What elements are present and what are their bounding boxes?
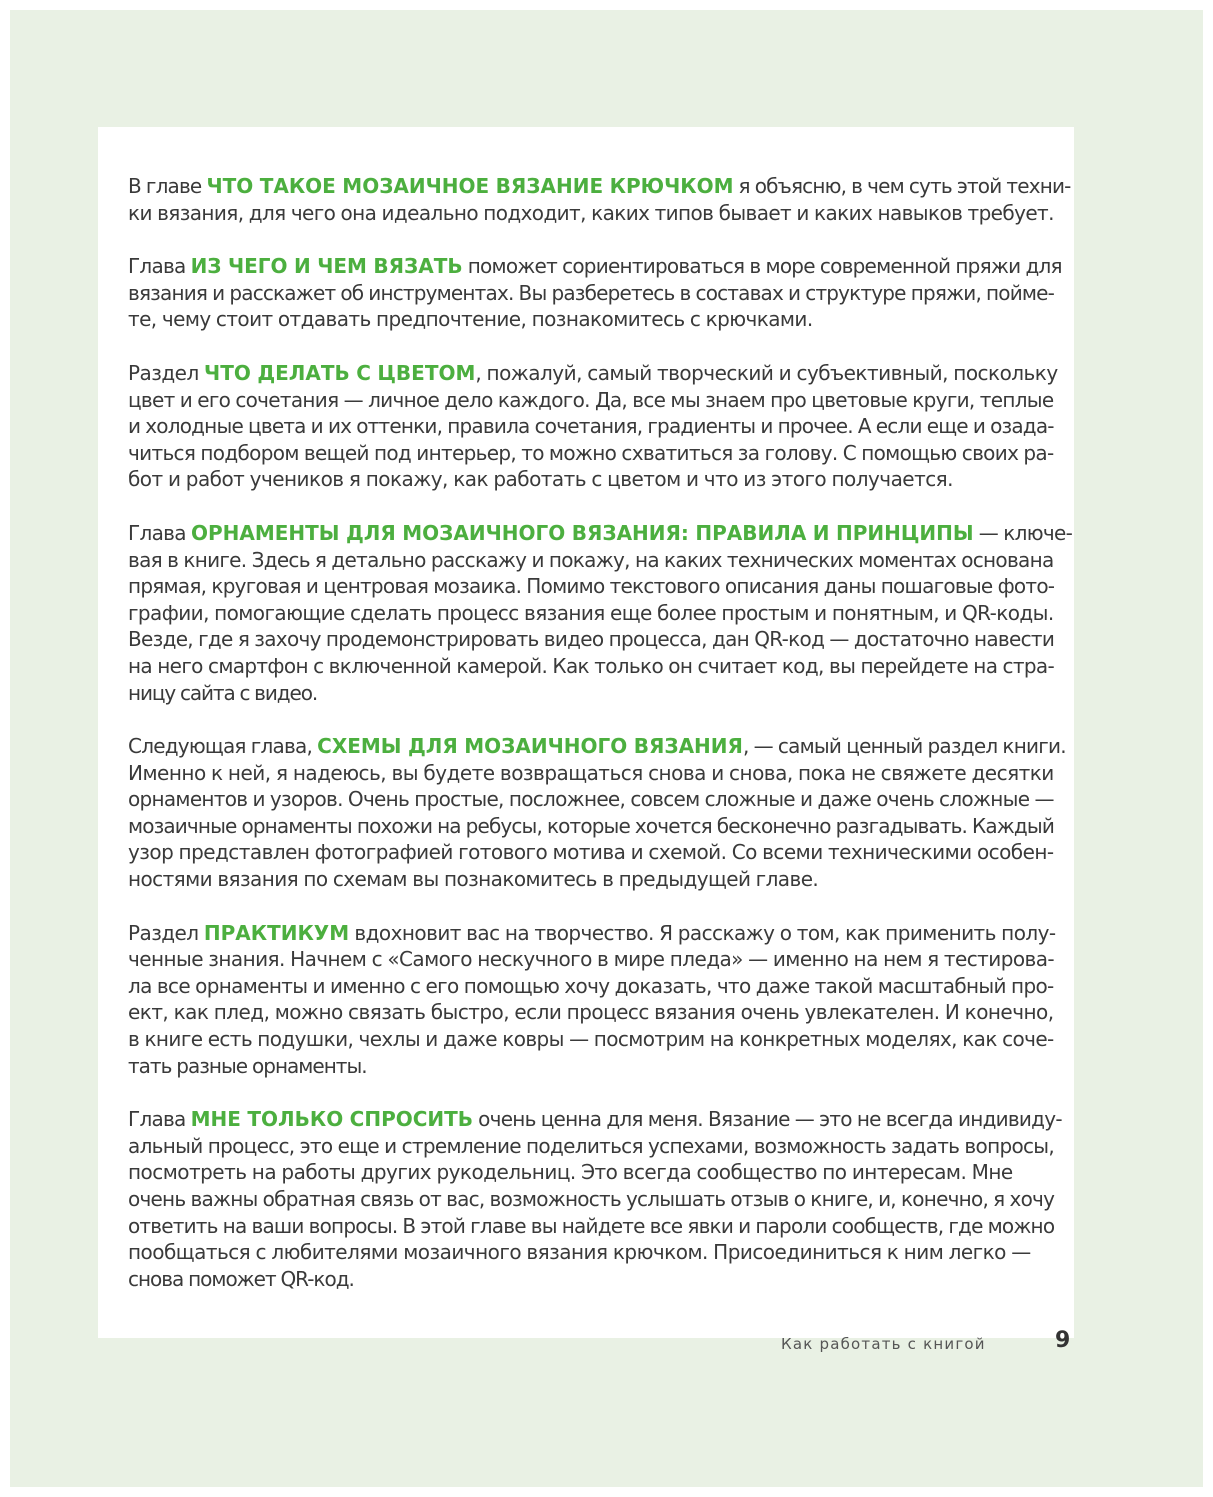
text-line: [128, 360, 1068, 387]
text-run: очень важны обратная связь от вас, возможность услышать отзыв о книге, и, конечно, я хочу: [128, 1187, 1055, 1211]
text-run: графии, помогающие сделать процесс вязания еще более простым и понятным, и QR-коды.: [128, 600, 1054, 625]
text-run: посмотреть на работы других рукодельниц. Это всегда сообщество по интересам. Мне: [128, 1160, 1013, 1185]
text-run: прямая, круговая и центровая мозаика. Помимо текстового описания даны пошаговые фото-: [128, 574, 1055, 599]
text-line: [128, 466, 1068, 493]
text-line: [128, 173, 1071, 200]
paragraph: [128, 1106, 1068, 1292]
body-text: [128, 173, 1073, 1319]
text-line: [128, 1239, 1068, 1266]
page-background: [10, 10, 1203, 1487]
text-run: снова поможет QR-код.: [128, 1266, 354, 1291]
text-line: [128, 920, 1068, 947]
text-run: на него смартфон с включенной камерой. Как только он считает код, вы перейдете на стра-: [128, 653, 1055, 678]
text-run: Раздел: [128, 360, 205, 385]
text-run: — ключе-: [973, 520, 1073, 545]
text-run: В главе: [128, 174, 207, 198]
text-run: бот и работ учеников я покажу, как работать с цветом и что из этого получается.: [128, 467, 954, 492]
text-run: ки вязания, для чего она идеально подходит, каких типов бывает и каких навыков требует.: [128, 200, 1054, 225]
running-footer-title: Как работать с книгой: [781, 1335, 986, 1353]
text-line: [128, 760, 1068, 787]
text-run: поможет сориентироваться в море современной пряжи для: [462, 254, 1062, 279]
paragraph: [128, 920, 1068, 1080]
text-run: альный процесс, это еще и стремление поделиться успехами, возможность задать вопросы,: [128, 1133, 1055, 1158]
text-run: Следующая глава,: [128, 734, 318, 759]
paragraph: [128, 520, 1073, 706]
text-line: [128, 1106, 1068, 1133]
text-run: и холодные цвета и их оттенки, правила сочетания, градиенты и прочее. А если еще и озада-: [128, 414, 1054, 439]
text-line: [128, 200, 1068, 227]
text-line: [128, 866, 1068, 893]
chapter-title-highlight: ЧТО ТАКОЕ МОЗАИЧНОЕ ВЯЗАНИЕ КРЮЧКОМ: [206, 174, 734, 198]
text-run: Глава: [128, 254, 191, 279]
paragraph: [128, 733, 1068, 893]
chapter-title-highlight: ПРАКТИКУМ: [203, 920, 350, 945]
text-line: [128, 653, 1068, 680]
page-number: 9: [1055, 1328, 1071, 1353]
text-run: вязания и расскажет об инструментах. Вы разберетесь в составах и структуре пряжи, пойме-: [128, 280, 1055, 305]
text-run: читься подбором вещей под интерьер, то можно схватиться за голову. С помощью своих ра-: [128, 440, 1054, 465]
text-line: [128, 946, 1068, 973]
text-run: я объясню, в чем суть этой техни-: [733, 174, 1071, 198]
text-line: [128, 547, 1068, 574]
text-run: орнаментов и узоров. Очень простые, посложнее, совсем сложные и даже очень сложные —: [128, 787, 1054, 812]
text-run: тать разные орнаменты.: [128, 1053, 367, 1078]
chapter-title-highlight: ИЗ ЧЕГО И ЧЕМ ВЯЗАТЬ: [190, 254, 463, 279]
text-run: вая в книге. Здесь я детально расскажу и покажу, на каких технических моментах основана: [128, 547, 1054, 572]
paragraph: [128, 173, 1071, 226]
text-panel: [98, 127, 1074, 1338]
text-run: очень ценна для меня. Вязание — это не всегда индивиду-: [473, 1107, 1062, 1132]
text-line: [128, 813, 1068, 840]
text-run: в книге есть подушки, чехлы и даже ковры — посмотрим на конкретных моделях, как соче-: [128, 1027, 1054, 1052]
text-run: ченные знания. Начнем с «Самого нескучного в мире пледа» — именно на нем я тестирова-: [128, 947, 1055, 972]
text-run: ект, как плед, можно связать быстро, если процесс вязания очень увлекателен. И конечно,: [128, 1000, 1054, 1025]
text-line: [128, 253, 1068, 280]
text-run: , — самый ценный раздел книги.: [742, 734, 1066, 759]
text-run: ностями вязания по схемам вы познакомитесь в предыдущей главе.: [128, 867, 819, 892]
paragraph: [128, 253, 1068, 333]
text-run: ницу сайта с видео.: [128, 680, 318, 705]
text-line: [128, 1026, 1068, 1053]
text-line: [128, 1186, 1068, 1213]
text-run: , пожалуй, самый творческий и субъективный, поскольку: [475, 360, 1058, 385]
text-line: [128, 280, 1068, 307]
text-run: узор представлен фотографией готового мотива и схемой. Со всеми техническими особен-: [128, 840, 1054, 865]
chapter-title-highlight: МНЕ ТОЛЬКО СПРОСИТЬ: [190, 1107, 474, 1132]
text-line: [128, 1159, 1068, 1186]
text-run: ла все орнаменты и именно с его помощью хочу доказать, что даже такой масштабный про-: [128, 973, 1054, 998]
text-line: [128, 973, 1068, 1000]
text-line: [128, 1213, 1068, 1240]
chapter-title-highlight: ОРНАМЕНТЫ ДЛЯ МОЗАИЧНОГО ВЯЗАНИЯ: ПРАВИЛА И ПРИНЦИПЫ: [190, 520, 974, 545]
text-line: [128, 573, 1068, 600]
text-line: [128, 680, 1068, 707]
text-line: [128, 786, 1068, 813]
chapter-title-highlight: ЧТО ДЕЛАТЬ С ЦВЕТОМ: [204, 360, 476, 385]
text-line: [128, 440, 1068, 467]
text-line: [128, 306, 1068, 333]
text-run: вдохновит вас на творчество. Я расскажу о том, как применить полу-: [349, 920, 1056, 945]
text-line: [128, 600, 1068, 627]
text-run: цвет и его сочетания — личное дело каждого. Да, все мы знаем про цветовые круги, теплые: [128, 387, 1054, 412]
text-line: [128, 1053, 1068, 1080]
text-run: мозаичные орнаменты похожи на ребусы, которые хочется бесконечно разгадывать. Каждый: [128, 813, 1054, 838]
text-line: [128, 413, 1068, 440]
chapter-title-highlight: СХЕМЫ ДЛЯ МОЗАИЧНОГО ВЯЗАНИЯ: [317, 734, 743, 759]
paragraph: [128, 360, 1068, 493]
text-run: ответить на ваши вопросы. В этой главе вы найдете все явки и пароли сообществ, где можно: [128, 1213, 1055, 1238]
text-line: [128, 520, 1073, 547]
text-run: Именно к ней, я надеюсь, вы будете возвращаться снова и снова, пока не свяжете десятки: [128, 760, 1054, 785]
text-line: [128, 839, 1068, 866]
text-line: [128, 733, 1068, 760]
text-run: пообщаться с любителями мозаичного вязания крючком. Присоединиться к ним легко —: [128, 1240, 1031, 1265]
text-run: Везде, где я захочу продемонстрировать видео процесса, дан QR-код — достаточно навести: [128, 627, 1055, 652]
text-run: Глава: [128, 520, 191, 545]
text-run: Раздел: [128, 920, 204, 945]
text-line: [128, 1133, 1068, 1160]
text-line: [128, 626, 1068, 653]
text-run: Глава: [128, 1107, 191, 1132]
text-run: те, чему стоит отдавать предпочтение, познакомитесь с крючками.: [128, 307, 813, 332]
text-line: [128, 387, 1068, 414]
text-line: [128, 1266, 1068, 1293]
text-line: [128, 999, 1068, 1026]
